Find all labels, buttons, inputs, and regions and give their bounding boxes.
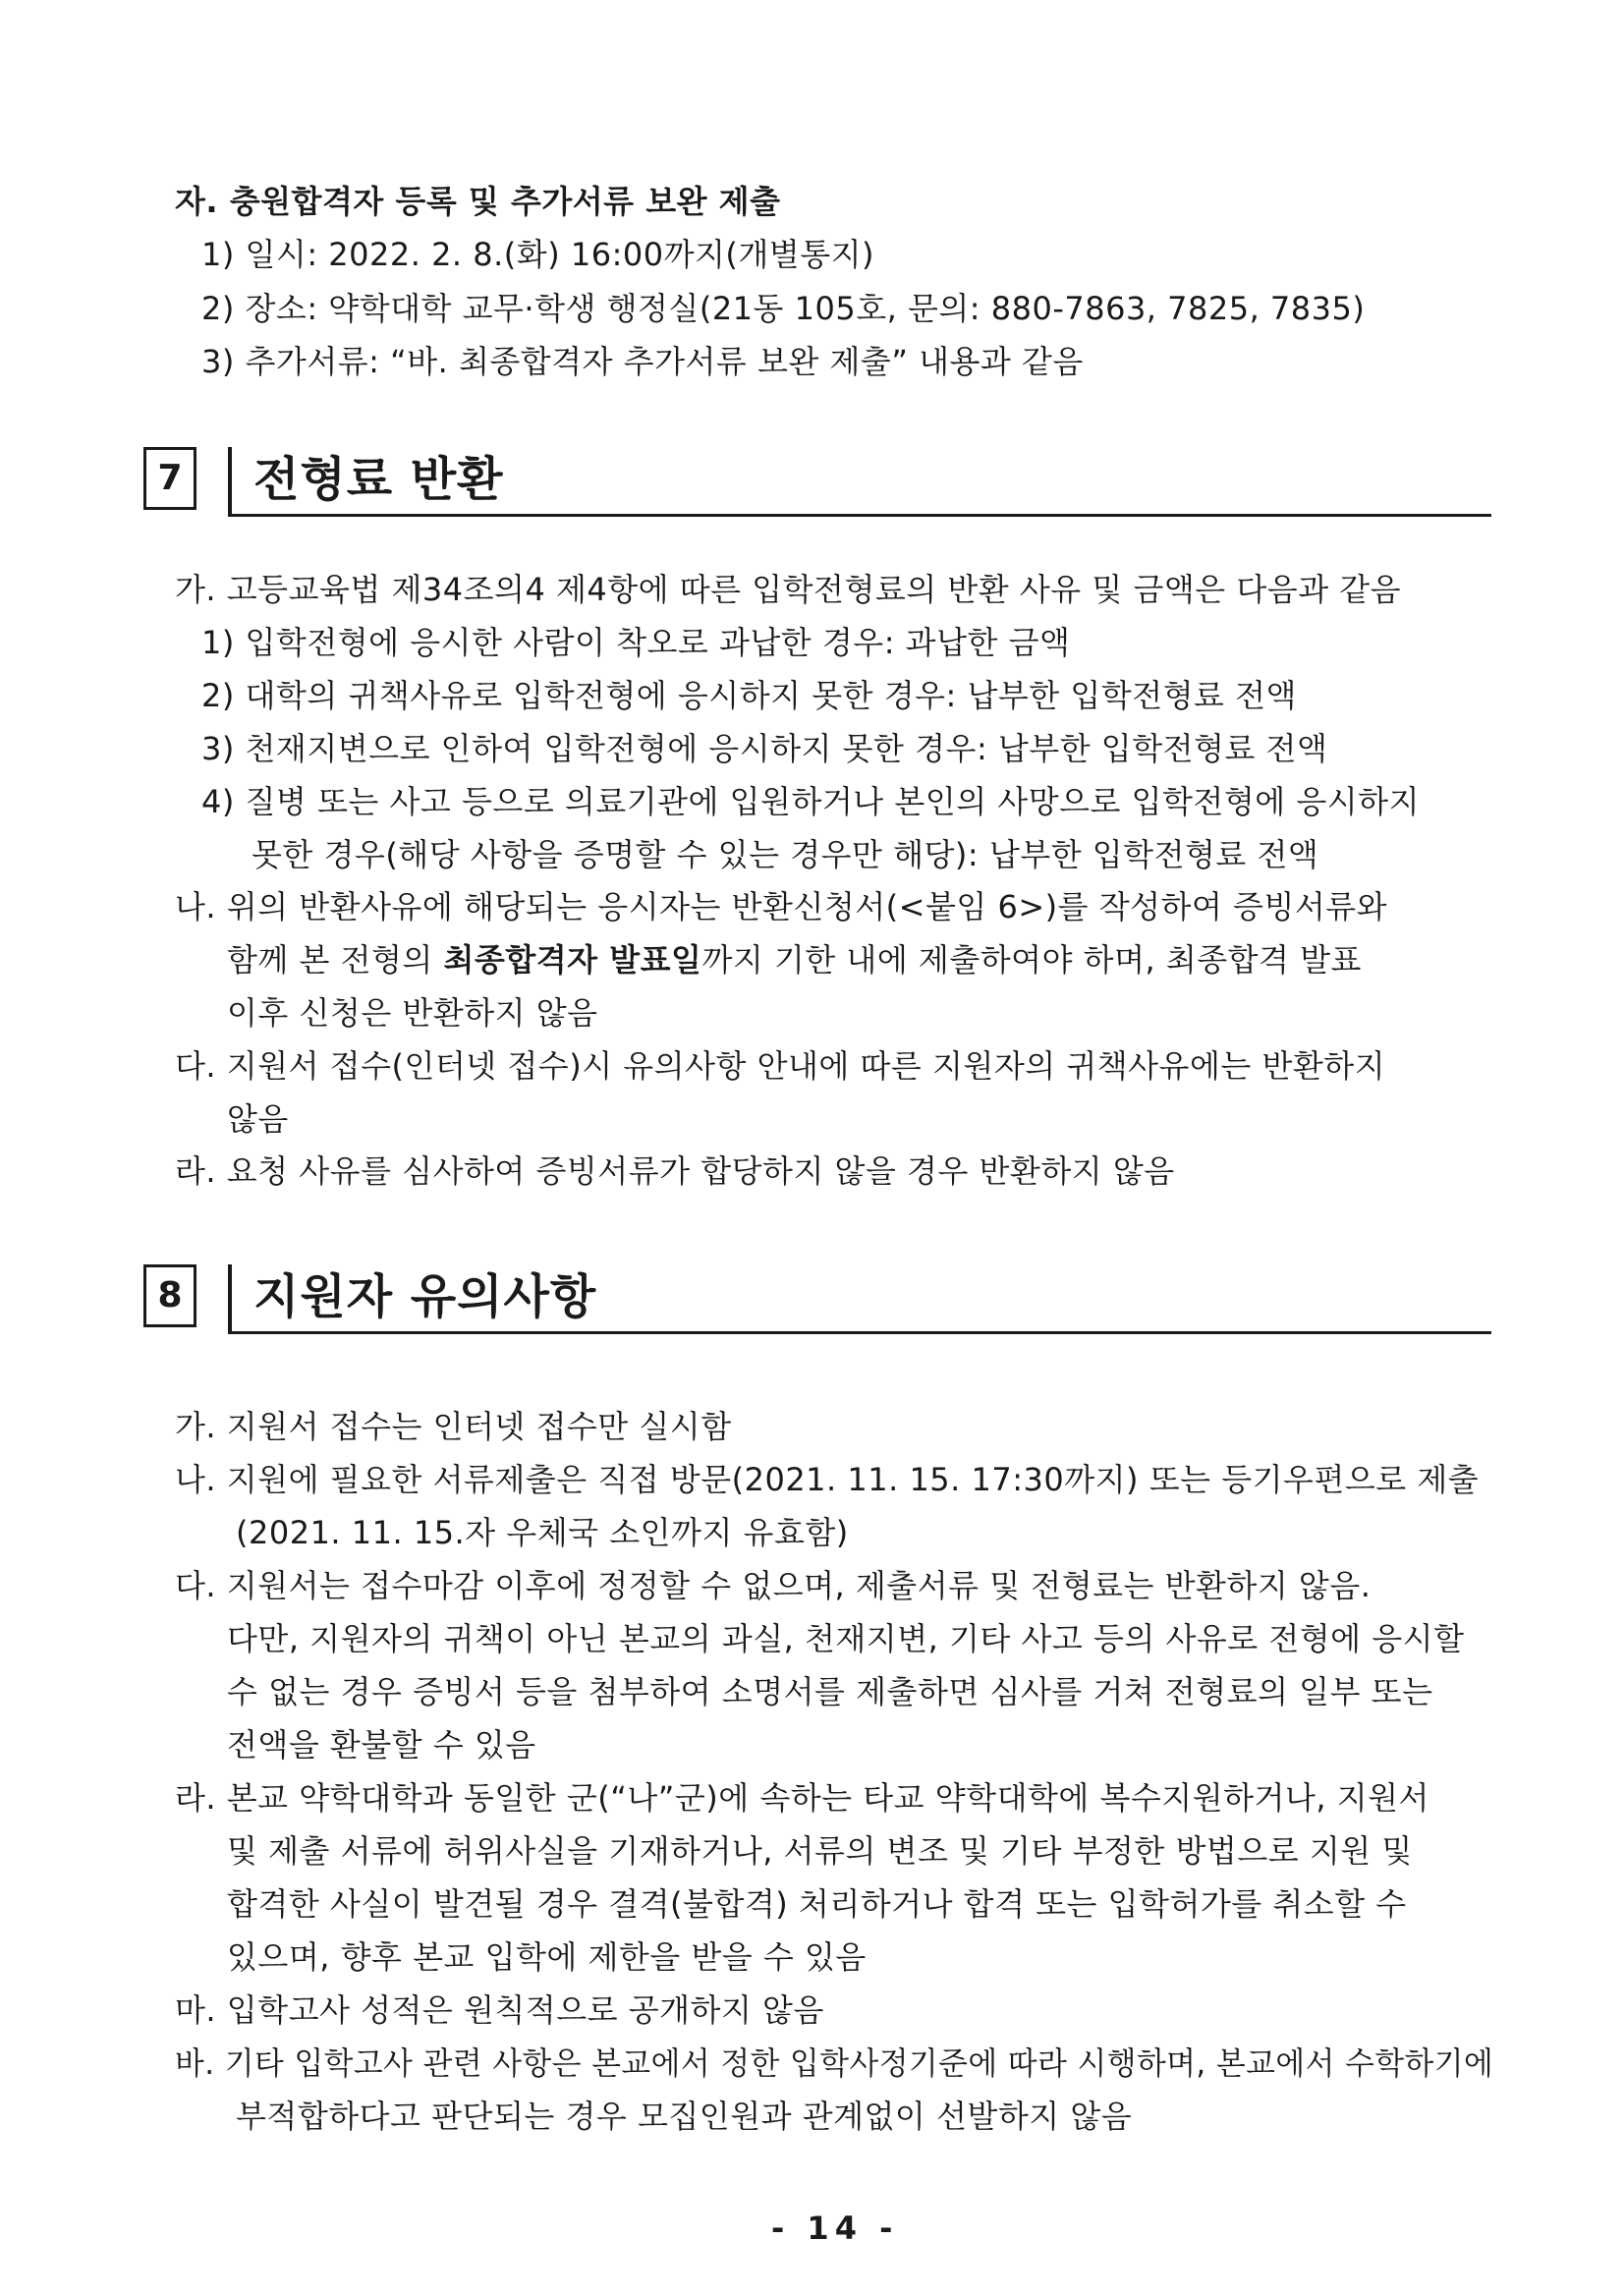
s7-na-3: 이후 신청은 반환하지 않음 [227,994,598,1032]
s8-ra-2: 및 제출 서류에 허위사실을 기재하거나, 서류의 변조 및 기타 부정한 방법으로 지원 및 [227,1832,1413,1870]
s7-ga-4b: 못한 경우(해당 사항을 증명할 수 있는 경우만 해당): 납부한 입학전형료 전액 [252,836,1319,873]
s7-ga: 가. 고등교육법 제34조의4 제4항에 따른 입학전형료의 반환 사유 및 금액은 다음과 같음 [175,571,1402,608]
s8-da-2: 다만, 지원자의 귀책이 아닌 본교의 과실, 천재지변, 기타 사고 등의 사유로 전형에 응시할 [227,1620,1465,1657]
s7-da-2: 않음 [227,1100,289,1138]
section-8-number: 8 [143,1264,196,1327]
section-7-title: 전형료 반환 [253,452,504,507]
s8-ma: 마. 입학고사 성적은 원칙적으로 공개하지 않음 [175,1991,824,2029]
section-7-rule [228,514,1491,517]
s8-na-1: 나. 지원에 필요한 서류제출은 직접 방문(2021. 11. 15. 17:30까지) 또는 등기우편으로 제출 [175,1461,1480,1498]
s7-ra: 라. 요청 사유를 심사하여 증빙서류가 합당하지 않을 경우 반환하지 않음 [175,1152,1175,1190]
section-8-divider [228,1264,232,1333]
section-ja-item-2: 2) 장소: 약학대학 교무·학생 행정실(21동 105호, 문의: 880-7863, 7825, 7835) [201,290,1366,327]
s7-na-1: 나. 위의 반환사유에 해당되는 응시자는 반환신청서(<붙임 6>)를 작성하여 증빙서류와 [175,888,1388,925]
page-number: - 14 - [771,2210,899,2247]
s8-ga: 가. 지원서 접수는 인터넷 접수만 실시함 [175,1408,732,1445]
section-ja-item-1: 1) 일시: 2022. 2. 8.(화) 16:00까지(개별통지) [201,236,875,273]
section-ja-title: 자. 충원합격자 등록 및 추가서류 보완 제출 [175,183,781,220]
s7-ga-4a: 4) 질병 또는 사고 등으로 의료기관에 입원하거나 본인의 사망으로 입학전형에 응시하지 [201,783,1420,820]
s8-da-1: 다. 지원서는 접수마감 이후에 정정할 수 없으며, 제출서류 및 전형료는 반환하지 않음. [175,1567,1372,1604]
s7-na-2: 함께 본 전형의 최종합격자 발표일까지 기한 내에 제출하여야 하며, 최종합격 발표 [227,941,1362,979]
s8-na-2: (2021. 11. 15.자 우체국 소인까지 유효함) [236,1514,849,1551]
s8-ra-3: 합격한 사실이 발견될 경우 결격(불합격) 처리하거나 합격 또는 입학허가를 취소할 수 [227,1885,1407,1923]
section-8-title: 지원자 유의사항 [253,1269,597,1324]
s8-ra-1: 라. 본교 약학대학과 동일한 군(“나”군)에 속하는 타교 약학대학에 복수지원하거나, 지원서 [175,1779,1429,1817]
s8-da-4: 전액을 환불할 수 있음 [227,1726,536,1764]
s8-ba-2: 부적합하다고 판단되는 경우 모집인원과 관계없이 선발하지 않음 [236,2098,1133,2135]
s7-ga-2: 2) 대학의 귀책사유로 입학전형에 응시하지 못한 경우: 납부한 입학전형료 전액 [201,677,1297,714]
s8-ra-4: 있으며, 향후 본교 입학에 제한을 받을 수 있음 [227,1938,867,1976]
section-ja-item-3: 3) 추가서류: “바. 최종합격자 추가서류 보완 제출” 내용과 같음 [201,343,1084,380]
s8-da-3: 수 없는 경우 증빙서 등을 첨부하여 소명서를 제출하면 심사를 거쳐 전형료의 일부 또는 [227,1673,1433,1710]
s8-ba-1: 바. 기타 입학고사 관련 사항은 본교에서 정한 입학사정기준에 따라 시행하며, 본교에서 수학하기에 [175,2044,1494,2082]
s7-da-1: 다. 지원서 접수(인터넷 접수)시 유의사항 안내에 따른 지원자의 귀책사유에는 반환하지 [175,1047,1386,1085]
s7-ga-3: 3) 천재지변으로 인하여 입학전형에 응시하지 못한 경우: 납부한 입학전형료 전액 [201,730,1328,767]
s7-ga-1: 1) 입학전형에 응시한 사람이 착오로 과납한 경우: 과납한 금액 [201,624,1071,661]
section-8-rule [228,1331,1491,1334]
section-7-number: 7 [143,447,196,510]
s7-na-2-emphasis: 최종합격자 발표일 [443,941,702,979]
section-7-divider [228,447,232,516]
